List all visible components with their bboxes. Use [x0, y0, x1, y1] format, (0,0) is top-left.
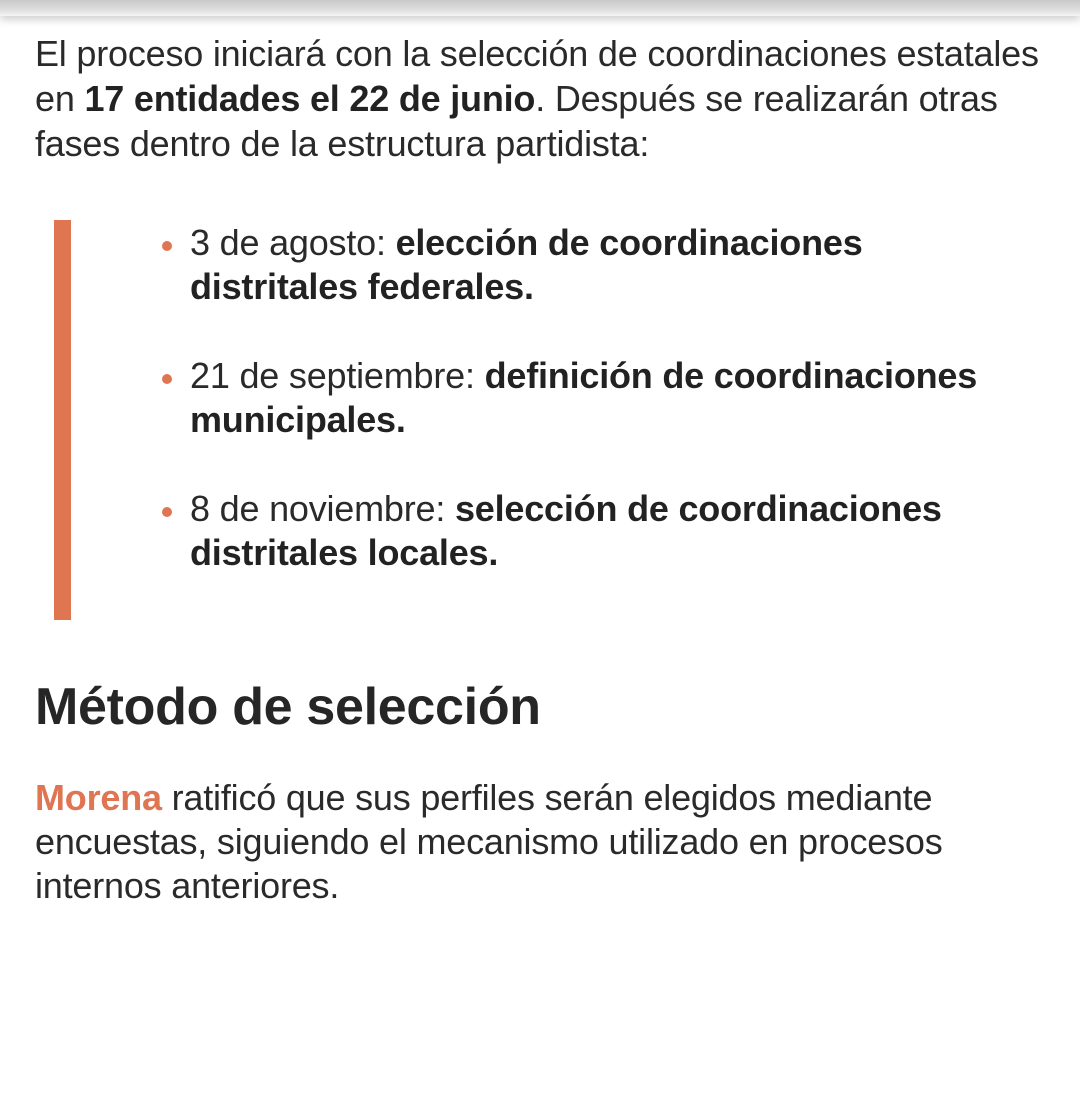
intro-text-before: El proceso iniciará con la selección de coordinaciones estatales en: [35, 33, 1039, 119]
phase-item-septiembre: [160, 354, 1020, 442]
intro-paragraph: [35, 31, 1045, 166]
section-title: Método de selección: [35, 678, 541, 736]
brand-link[interactable]: Morena: [35, 777, 162, 818]
top-shadow-bar: [0, 0, 1080, 16]
method-text: ratificó que sus perfiles serán elegidos mediante encuestas, siguiendo el mecanismo utilizado en procesos internos anteriores.: [35, 777, 943, 906]
phase-detail: selección de coordinaciones distritales locales.: [190, 488, 942, 573]
phase-text: [190, 354, 1020, 442]
phase-date: 3 de agosto:: [190, 222, 396, 263]
phase-item-noviembre: [160, 487, 1020, 575]
bullet-icon: [162, 507, 172, 517]
intro-highlight: 17 entidades el 22 de junio: [84, 78, 536, 119]
phase-date: 21 de septiembre:: [190, 355, 485, 396]
bullet-icon: [162, 241, 172, 251]
method-paragraph: [35, 776, 1045, 908]
phase-detail: definición de coordinaciones municipales.: [190, 355, 978, 440]
phase-detail: elección de coordinaciones distritales federales.: [190, 222, 863, 307]
phase-date: 8 de noviembre:: [190, 488, 455, 529]
phase-text: [190, 487, 1020, 575]
intro-text-after: . Después se realizarán otras fases dentro de la estructura partidista:: [35, 78, 998, 164]
bullet-icon: [162, 374, 172, 384]
phase-text: [190, 221, 1020, 309]
phase-item-agosto: [160, 221, 1020, 309]
quote-accent-bar: [54, 220, 71, 620]
